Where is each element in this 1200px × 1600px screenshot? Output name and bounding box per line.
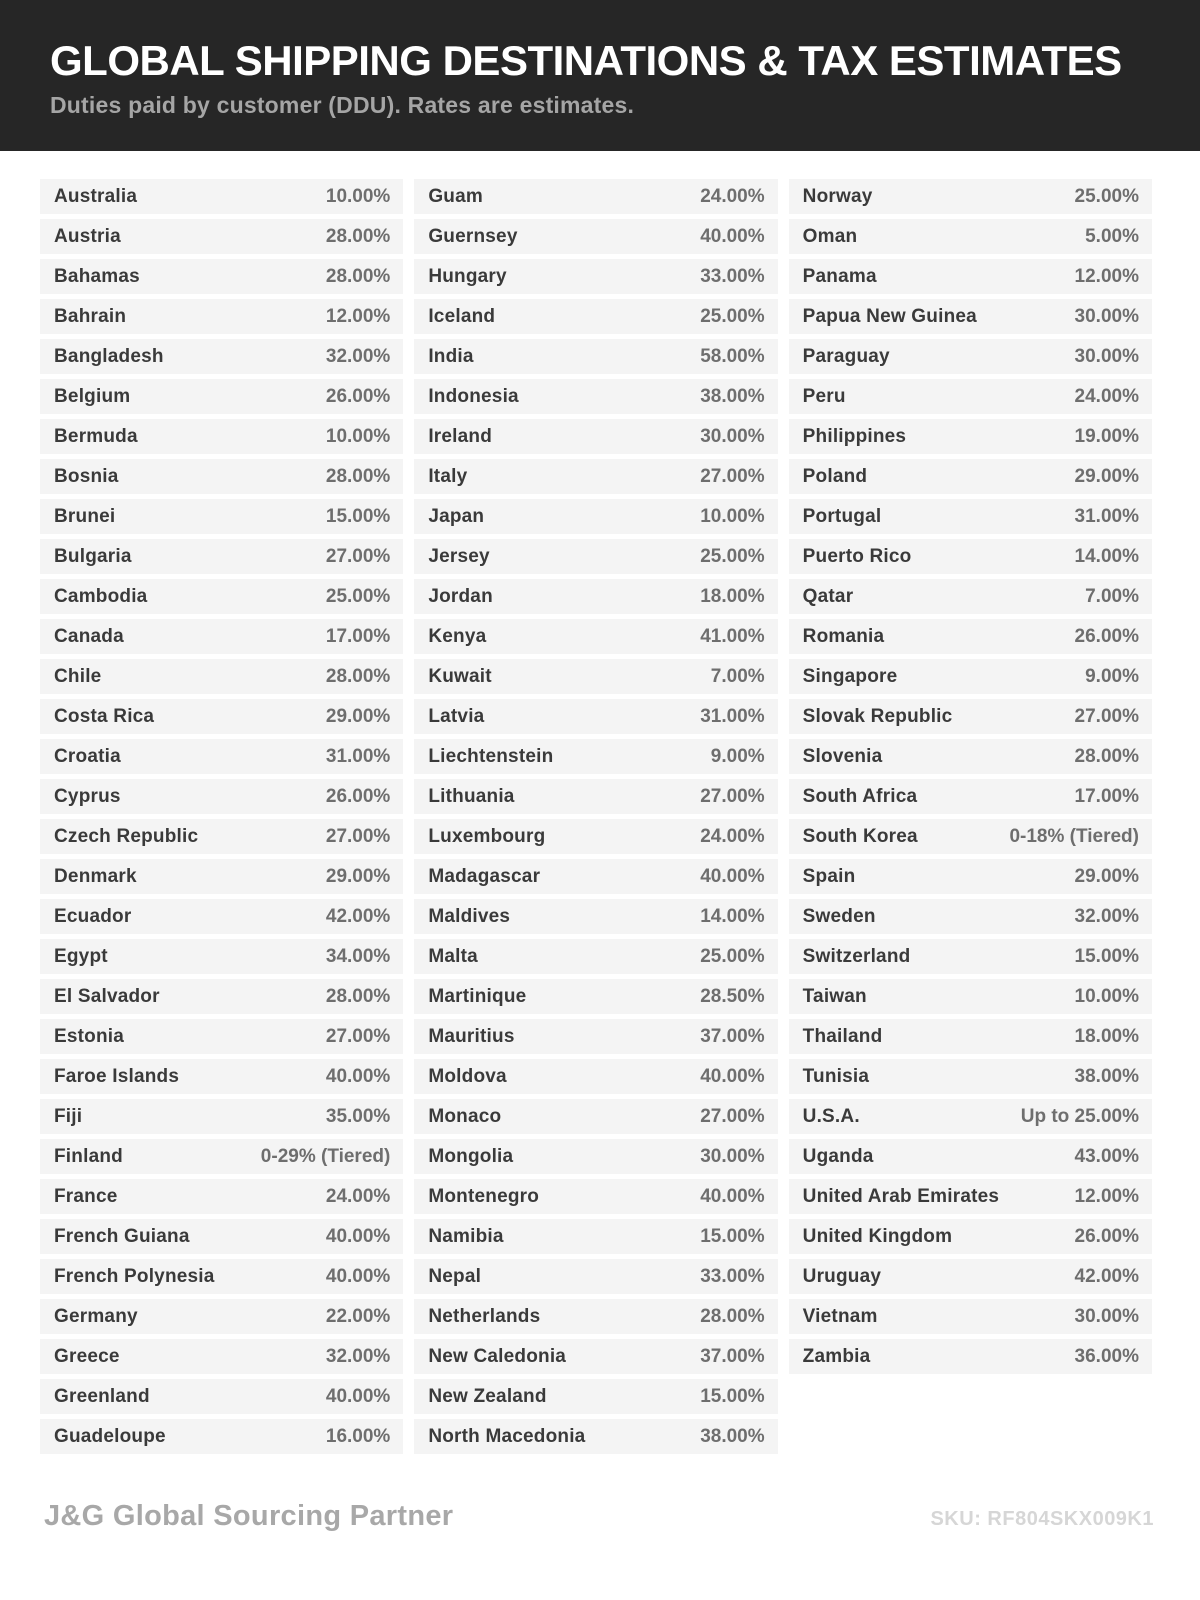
rate-value: 40.00% — [700, 225, 765, 247]
rate-value: 40.00% — [325, 1385, 391, 1407]
rate-value: 32.00% — [325, 345, 391, 367]
table-row — [414, 419, 777, 454]
rate-value: 28.00% — [325, 985, 391, 1007]
rate-value: 15.00% — [1074, 945, 1139, 967]
table-row — [40, 1299, 403, 1334]
rate-value: 18.00% — [700, 585, 765, 607]
country-label: Bosnia — [54, 465, 119, 487]
rate-value: 29.00% — [1074, 465, 1139, 487]
table-row — [40, 499, 403, 534]
rate-value: 34.00% — [325, 945, 391, 967]
table-row — [40, 739, 403, 774]
table-row — [40, 1099, 403, 1134]
country-label: Denmark — [54, 865, 137, 887]
table-row — [789, 459, 1152, 494]
table-row — [789, 659, 1152, 694]
country-label: Montenegro — [428, 1185, 540, 1207]
country-label: Faroe Islands — [54, 1065, 180, 1087]
country-label: Cambodia — [54, 585, 148, 607]
table-row — [789, 899, 1152, 934]
country-label: Nepal — [428, 1265, 482, 1287]
table-row — [789, 1179, 1152, 1214]
country-label: Iceland — [428, 305, 496, 327]
table-row — [789, 939, 1152, 974]
country-label: Lithuania — [428, 785, 515, 807]
table-row — [789, 1299, 1152, 1334]
table-row — [40, 339, 403, 374]
rate-value: 26.00% — [325, 785, 391, 807]
country-label: Jersey — [428, 545, 490, 567]
table-row — [40, 1059, 403, 1094]
country-label: El Salvador — [54, 985, 160, 1007]
rate-value: 24.00% — [700, 825, 765, 847]
country-label: Guernsey — [428, 225, 518, 247]
rate-value: 5.00% — [1085, 225, 1139, 247]
table-row — [40, 1219, 403, 1254]
table-row — [40, 259, 403, 294]
rate-value: 26.00% — [325, 385, 391, 407]
table-row — [789, 1099, 1152, 1134]
country-label: Kuwait — [428, 665, 492, 687]
country-label: Sweden — [802, 905, 876, 927]
country-label: Bahrain — [54, 305, 127, 327]
country-label: Namibia — [428, 1225, 504, 1247]
table-row — [789, 1259, 1152, 1294]
country-label: Malta — [428, 945, 478, 967]
country-label: Mongolia — [428, 1145, 514, 1167]
country-label: Philippines — [802, 425, 907, 447]
rate-value: 26.00% — [1074, 625, 1139, 647]
country-label: Maldives — [428, 905, 511, 927]
table-row — [40, 179, 403, 214]
country-label: Hungary — [428, 265, 507, 287]
table-row — [40, 779, 403, 814]
page-footer — [44, 1500, 1154, 1533]
table-row — [40, 459, 403, 494]
country-label: Spain — [802, 865, 856, 887]
rate-value: 33.00% — [700, 1265, 765, 1287]
rate-value: 10.00% — [325, 425, 391, 447]
rate-value: 29.00% — [325, 865, 391, 887]
country-label: Peru — [802, 385, 846, 407]
table-row — [414, 1059, 777, 1094]
country-label: Jordan — [428, 585, 493, 607]
rate-value: 28.00% — [325, 665, 391, 687]
table-row — [40, 539, 403, 574]
rate-value: 15.00% — [700, 1385, 765, 1407]
country-label: Latvia — [428, 705, 485, 727]
table-row — [789, 259, 1152, 294]
table-row — [414, 1379, 777, 1414]
country-label: Guam — [428, 185, 483, 207]
table-row — [414, 1019, 777, 1054]
table-row — [414, 1179, 777, 1214]
rate-value: 38.00% — [700, 385, 765, 407]
table-row — [40, 819, 403, 854]
rate-value: 40.00% — [700, 865, 765, 887]
country-label: India — [428, 345, 474, 367]
rate-value: 43.00% — [1074, 1145, 1139, 1167]
country-label: Thailand — [802, 1025, 883, 1047]
country-label: Ireland — [428, 425, 493, 447]
country-label: Chile — [54, 665, 102, 687]
rate-value: 14.00% — [700, 905, 765, 927]
rate-column-3 — [789, 179, 1152, 1459]
rate-value: 35.00% — [325, 1105, 391, 1127]
rate-value: 9.00% — [1085, 665, 1139, 687]
rate-value: 28.00% — [1074, 745, 1139, 767]
rate-value: 25.00% — [700, 545, 765, 567]
country-label: Indonesia — [428, 385, 519, 407]
country-label: Egypt — [54, 945, 108, 967]
rate-value: 58.00% — [700, 345, 765, 367]
country-label: Norway — [802, 185, 873, 207]
country-label: Qatar — [802, 585, 854, 607]
country-label: Fiji — [54, 1105, 83, 1127]
country-label: Germany — [54, 1305, 138, 1327]
rate-value: 28.00% — [325, 465, 391, 487]
table-row — [40, 1259, 403, 1294]
rate-value: 24.00% — [1074, 385, 1139, 407]
table-row — [414, 659, 777, 694]
table-row — [789, 339, 1152, 374]
rate-value: 27.00% — [325, 1025, 391, 1047]
rate-value: 26.00% — [1074, 1225, 1139, 1247]
rate-value: 0-18% (Tiered) — [1009, 825, 1139, 847]
country-label: Liechtenstein — [428, 745, 554, 767]
table-row — [414, 539, 777, 574]
brand-name: J&G Global Sourcing Partner — [44, 1500, 454, 1532]
table-row — [40, 419, 403, 454]
country-label: North Macedonia — [428, 1425, 586, 1447]
country-label: Poland — [802, 465, 868, 487]
table-row — [414, 1219, 777, 1254]
rate-column-2 — [414, 179, 777, 1459]
country-label: Oman — [802, 225, 858, 247]
country-label: Ecuador — [54, 905, 132, 927]
rate-value: 15.00% — [325, 505, 391, 527]
rate-column-1 — [40, 179, 403, 1459]
rate-value: 38.00% — [700, 1425, 765, 1447]
table-row — [414, 739, 777, 774]
country-label: New Caledonia — [428, 1345, 567, 1367]
table-row — [414, 1419, 777, 1454]
country-label: France — [54, 1185, 118, 1207]
table-row — [789, 299, 1152, 334]
rate-value: 10.00% — [325, 185, 391, 207]
rate-value: 7.00% — [710, 665, 765, 687]
rate-value: 30.00% — [1074, 345, 1139, 367]
rate-value: 27.00% — [700, 1105, 765, 1127]
table-row — [789, 419, 1152, 454]
rate-value: 29.00% — [325, 705, 391, 727]
table-row — [40, 579, 403, 614]
country-label: Tunisia — [802, 1065, 870, 1087]
table-row — [789, 699, 1152, 734]
rate-value: 31.00% — [325, 745, 391, 767]
shipping-rates-table — [0, 151, 1200, 1459]
rate-value: 25.00% — [700, 945, 765, 967]
country-label: Guadeloupe — [54, 1425, 166, 1447]
rate-value: 40.00% — [700, 1185, 765, 1207]
table-row — [414, 819, 777, 854]
country-label: Switzerland — [802, 945, 911, 967]
rate-value: 27.00% — [700, 465, 765, 487]
country-label: Bulgaria — [54, 545, 132, 567]
country-label: French Guiana — [54, 1225, 190, 1247]
country-label: Zambia — [802, 1345, 871, 1367]
rate-value: 42.00% — [1074, 1265, 1139, 1287]
country-label: Paraguay — [802, 345, 890, 367]
rate-value: 32.00% — [1074, 905, 1139, 927]
rate-value: 30.00% — [700, 425, 765, 447]
table-row — [414, 379, 777, 414]
country-label: Romania — [802, 625, 885, 647]
rate-value: 24.00% — [325, 1185, 391, 1207]
table-row — [789, 859, 1152, 894]
table-row — [414, 619, 777, 654]
rate-value: 31.00% — [1074, 505, 1139, 527]
rate-value: 30.00% — [700, 1145, 765, 1167]
rate-value: 24.00% — [700, 185, 765, 207]
table-row — [40, 299, 403, 334]
table-row — [414, 579, 777, 614]
country-label: Mauritius — [428, 1025, 515, 1047]
table-row — [789, 499, 1152, 534]
country-label: Vietnam — [802, 1305, 878, 1327]
table-row — [40, 1339, 403, 1374]
country-label: Monaco — [428, 1105, 502, 1127]
table-row — [40, 939, 403, 974]
table-row — [414, 299, 777, 334]
country-label: South Africa — [802, 785, 918, 807]
table-row — [40, 979, 403, 1014]
table-row — [40, 219, 403, 254]
table-row — [789, 619, 1152, 654]
rate-value: 12.00% — [1074, 265, 1139, 287]
country-label: Moldova — [428, 1065, 507, 1087]
table-row — [414, 499, 777, 534]
rate-value: 19.00% — [1074, 425, 1139, 447]
rate-value: 25.00% — [700, 305, 765, 327]
rate-value: 31.00% — [700, 705, 765, 727]
country-label: Martinique — [428, 985, 527, 1007]
rate-value: 12.00% — [325, 305, 391, 327]
country-label: Italy — [428, 465, 468, 487]
country-label: New Zealand — [428, 1385, 547, 1407]
page-header — [0, 0, 1200, 151]
table-row — [40, 1379, 403, 1414]
rate-value: 27.00% — [700, 785, 765, 807]
country-label: Brunei — [54, 505, 116, 527]
rate-value: 14.00% — [1074, 545, 1139, 567]
table-row — [414, 1299, 777, 1334]
country-label: Slovak Republic — [802, 705, 953, 727]
rate-value: 32.00% — [325, 1345, 391, 1367]
country-label: Papua New Guinea — [802, 305, 977, 327]
rate-value: 33.00% — [700, 265, 765, 287]
rate-value: 28.00% — [325, 225, 391, 247]
country-label: Croatia — [54, 745, 121, 767]
country-label: Finland — [54, 1145, 123, 1167]
table-row — [789, 979, 1152, 1014]
table-row — [414, 1139, 777, 1174]
table-row — [414, 859, 777, 894]
sku-label: SKU: RF804SKX009K1 — [930, 1508, 1154, 1530]
rate-value: 38.00% — [1074, 1065, 1139, 1087]
table-row — [414, 979, 777, 1014]
table-row — [40, 1179, 403, 1214]
rate-value: 10.00% — [700, 505, 765, 527]
rate-value: 40.00% — [325, 1065, 391, 1087]
rate-value: 28.50% — [700, 985, 765, 1007]
table-row — [414, 1259, 777, 1294]
country-label: Kenya — [428, 625, 487, 647]
table-row — [789, 1019, 1152, 1054]
country-label: Slovenia — [802, 745, 883, 767]
rate-value: 0-29% (Tiered) — [260, 1145, 391, 1167]
table-row — [414, 459, 777, 494]
table-row — [414, 1339, 777, 1374]
rate-value: 17.00% — [325, 625, 391, 647]
table-row — [789, 1059, 1152, 1094]
table-row — [789, 539, 1152, 574]
table-row — [414, 219, 777, 254]
table-row — [789, 1219, 1152, 1254]
table-row — [414, 179, 777, 214]
table-row — [789, 1139, 1152, 1174]
rate-value: 36.00% — [1074, 1345, 1139, 1367]
table-row — [414, 699, 777, 734]
page-subtitle: Duties paid by customer (DDU). Rates are estimates. — [50, 92, 635, 118]
country-label: Singapore — [802, 665, 898, 687]
rate-value: 29.00% — [1074, 865, 1139, 887]
rate-value: 28.00% — [700, 1305, 765, 1327]
table-row — [40, 859, 403, 894]
country-label: Puerto Rico — [802, 545, 912, 567]
country-label: Greenland — [54, 1385, 150, 1407]
rate-value: 9.00% — [710, 745, 765, 767]
table-row — [40, 619, 403, 654]
rate-value: 42.00% — [325, 905, 391, 927]
country-label: Uganda — [802, 1145, 874, 1167]
country-label: Cyprus — [54, 785, 121, 807]
table-row — [414, 259, 777, 294]
rate-value: 17.00% — [1074, 785, 1139, 807]
rate-value: 18.00% — [1074, 1025, 1139, 1047]
rate-value: 16.00% — [325, 1425, 391, 1447]
rate-value: 27.00% — [325, 825, 391, 847]
country-label: Costa Rica — [54, 705, 155, 727]
country-label: Taiwan — [802, 985, 867, 1007]
table-row — [414, 1099, 777, 1134]
rate-value: 25.00% — [325, 585, 391, 607]
page-title: GLOBAL SHIPPING DESTINATIONS & TAX ESTIMATES — [50, 37, 1122, 84]
rate-value: 27.00% — [1074, 705, 1139, 727]
country-label: Portugal — [802, 505, 882, 527]
rate-value: 40.00% — [700, 1065, 765, 1087]
country-label: Luxembourg — [428, 825, 546, 847]
table-row — [40, 899, 403, 934]
country-label: Czech Republic — [54, 825, 199, 847]
rate-value: 27.00% — [325, 545, 391, 567]
table-row — [40, 1139, 403, 1174]
table-row — [414, 779, 777, 814]
table-row — [414, 939, 777, 974]
rate-value: 10.00% — [1074, 985, 1139, 1007]
table-row — [40, 659, 403, 694]
country-label: Greece — [54, 1345, 120, 1367]
country-label: Austria — [54, 225, 121, 247]
table-row — [789, 1339, 1152, 1374]
table-row — [40, 1419, 403, 1454]
table-row — [414, 339, 777, 374]
table-row — [789, 219, 1152, 254]
country-label: Uruguay — [802, 1265, 882, 1287]
country-label: Panama — [802, 265, 877, 287]
table-row — [789, 579, 1152, 614]
rate-value: 15.00% — [700, 1225, 765, 1247]
country-label: French Polynesia — [54, 1265, 215, 1287]
country-label: Bermuda — [54, 425, 138, 447]
rate-value: 22.00% — [325, 1305, 391, 1327]
country-label: Japan — [428, 505, 485, 527]
table-row — [789, 379, 1152, 414]
country-label: Madagascar — [428, 865, 541, 887]
table-row — [789, 779, 1152, 814]
table-row — [789, 179, 1152, 214]
rate-value: 40.00% — [325, 1225, 391, 1247]
rate-value: 12.00% — [1074, 1185, 1139, 1207]
rate-value: 37.00% — [700, 1345, 765, 1367]
country-label: South Korea — [802, 825, 918, 847]
country-label: United Arab Emirates — [802, 1185, 1000, 1207]
rate-value: 30.00% — [1074, 305, 1139, 327]
country-label: Canada — [54, 625, 124, 647]
rate-value: 30.00% — [1074, 1305, 1139, 1327]
country-label: Australia — [54, 185, 138, 207]
rate-value: Up to 25.00% — [1020, 1105, 1139, 1127]
rate-value: 7.00% — [1085, 585, 1139, 607]
country-label: United Kingdom — [802, 1225, 953, 1247]
country-label: Bangladesh — [54, 345, 164, 367]
country-label: Netherlands — [428, 1305, 541, 1327]
rate-value: 37.00% — [700, 1025, 765, 1047]
table-row — [40, 699, 403, 734]
country-label: U.S.A. — [802, 1105, 860, 1127]
rate-value: 28.00% — [325, 265, 391, 287]
rate-value: 41.00% — [700, 625, 765, 647]
rate-value: 25.00% — [1074, 185, 1139, 207]
country-label: Estonia — [54, 1025, 125, 1047]
country-label: Belgium — [54, 385, 131, 407]
table-row — [789, 819, 1152, 854]
table-row — [40, 379, 403, 414]
table-row — [414, 899, 777, 934]
rate-value: 40.00% — [325, 1265, 391, 1287]
table-row — [40, 1019, 403, 1054]
table-row — [789, 739, 1152, 774]
country-label: Bahamas — [54, 265, 140, 287]
